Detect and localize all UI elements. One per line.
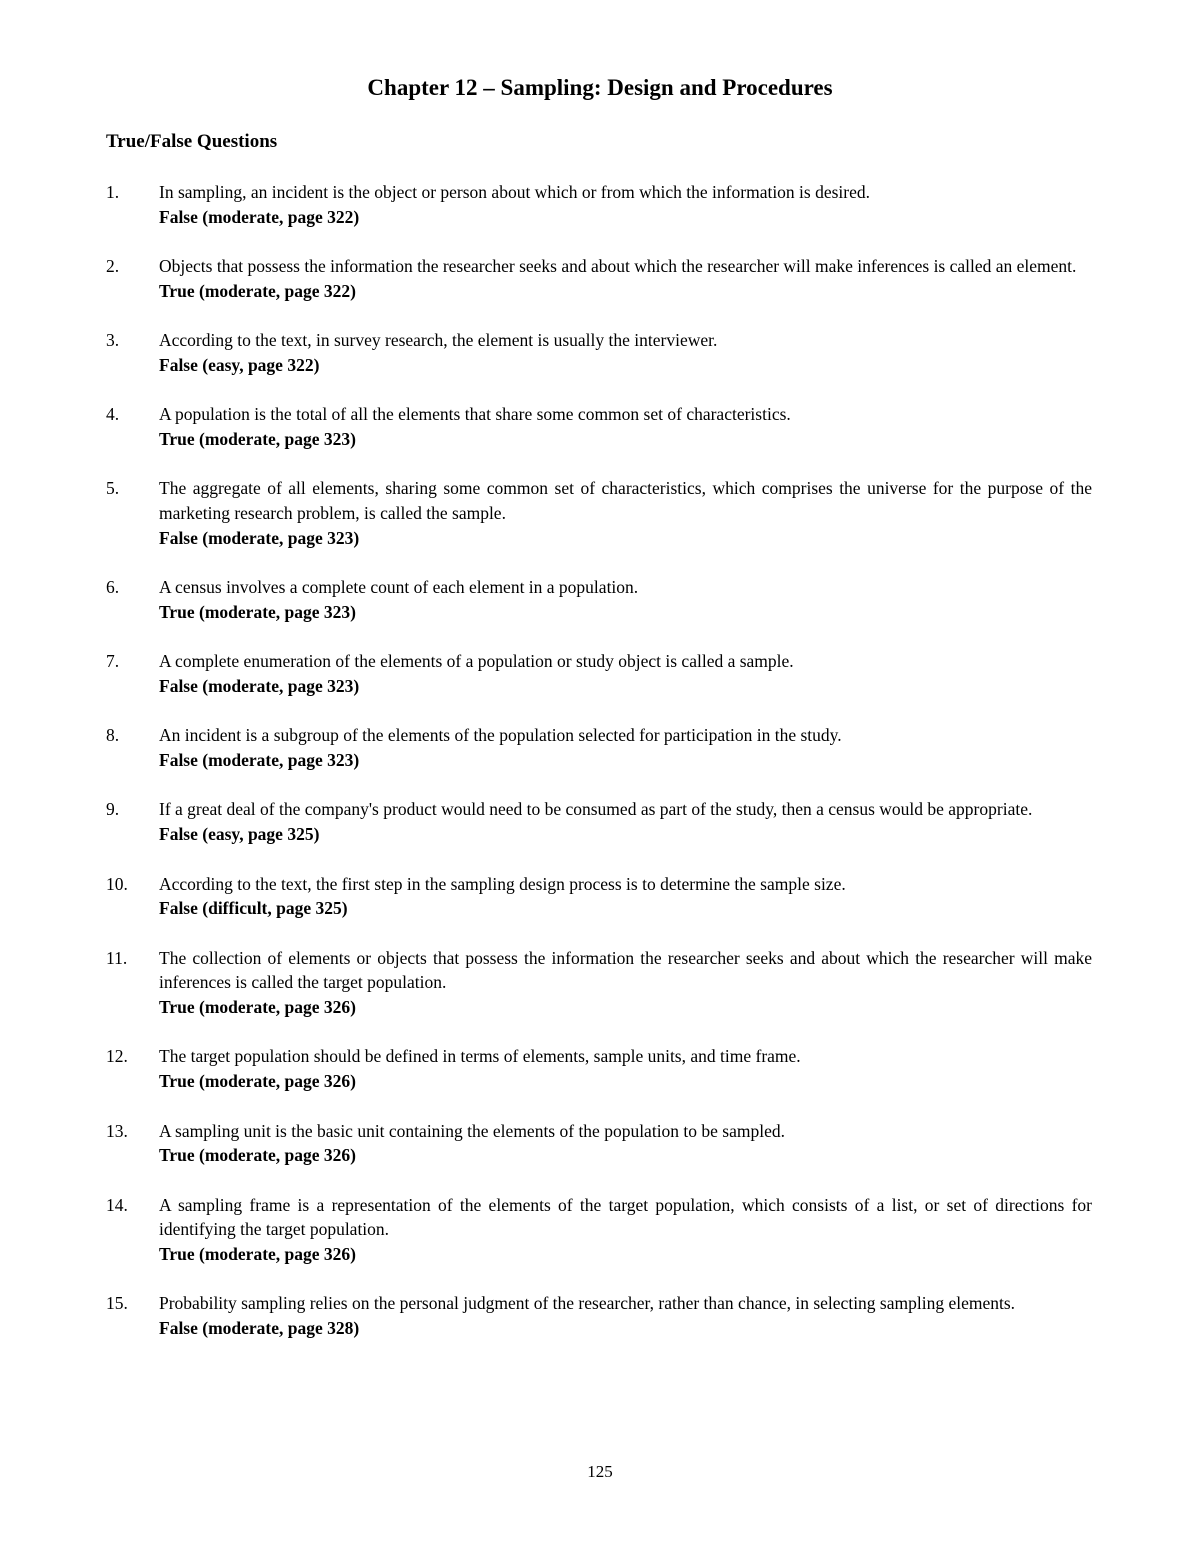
question-item [106, 723, 1092, 772]
question-text: If a great deal of the company's product would need to be consumed as part of the study, then a census would be appropriate. [159, 799, 1033, 820]
question-item [106, 649, 1092, 698]
question-answer: True (moderate, page 326) [159, 1244, 356, 1265]
question-item [106, 872, 1092, 921]
question-answer: False (difficult, page 325) [159, 898, 348, 919]
question-text: The target population should be defined in terms of elements, sample units, and time frame. [159, 1046, 801, 1067]
question-item [106, 1119, 1092, 1168]
question-text: A census involves a complete count of each element in a population. [159, 577, 639, 598]
question-text: According to the text, in survey research, the element is usually the interviewer. [159, 330, 718, 351]
question-answer: False (moderate, page 323) [159, 527, 360, 548]
question-number: 11. [106, 947, 128, 968]
question-answer: False (moderate, page 323) [159, 675, 360, 696]
question-answer: True (moderate, page 326) [159, 997, 356, 1018]
question-text: The collection of elements or objects that possess the information the researcher seeks and about which the researcher will make inferences is called the target population. [159, 947, 1092, 993]
question-item [106, 797, 1092, 846]
question-answer: True (moderate, page 326) [159, 1145, 356, 1166]
question-answer: True (moderate, page 322) [159, 280, 356, 301]
question-number: 6. [106, 577, 120, 598]
question-answer: False (easy, page 325) [159, 824, 320, 845]
question-text: A population is the total of all the elements that share some common set of characteristics. [159, 404, 791, 425]
question-text: A complete enumeration of the elements of a population or study object is called a sample. [159, 651, 794, 672]
question-item [106, 1044, 1092, 1093]
page-number: 125 [587, 1462, 613, 1481]
question-list [106, 180, 1092, 1366]
question-number: 7. [106, 651, 120, 672]
question-text: Probability sampling relies on the personal judgment of the researcher, rather than chance, in selecting sampling elements. [159, 1293, 1016, 1314]
question-number: 9. [106, 799, 120, 820]
question-number: 1. [106, 182, 120, 202]
question-item [106, 946, 1092, 1020]
question-item [106, 1193, 1092, 1267]
question-number: 12. [106, 1046, 128, 1067]
question-number: 8. [106, 725, 120, 746]
question-number: 13. [106, 1120, 128, 1141]
question-answer: True (moderate, page 326) [159, 1071, 356, 1092]
question-number: 4. [106, 404, 120, 425]
question-text: An incident is a subgroup of the elements of the population selected for participation in the study. [159, 725, 842, 746]
question-item [106, 1291, 1092, 1340]
question-number: 3. [106, 330, 120, 351]
question-number: 14. [106, 1194, 128, 1215]
question-text: In sampling, an incident is the object or person about which or from which the information is desired. [159, 182, 871, 202]
question-text: According to the text, the first step in the sampling design process is to determine the sample size. [159, 873, 846, 894]
question-text: The aggregate of all elements, sharing some common set of characteristics, which comprises the universe for the purpose of the marketing research problem, is called the sample. [159, 478, 1092, 524]
question-answer: False (moderate, page 322) [159, 206, 360, 227]
question-item [106, 575, 1092, 624]
question-text: A sampling frame is a representation of the elements of the target population, which consists of a list, or set of directions for identifying the target population. [159, 1194, 1092, 1240]
question-text: A sampling unit is the basic unit containing the elements of the population to be sampled. [159, 1120, 786, 1141]
question-item [106, 476, 1092, 550]
question-answer: True (moderate, page 323) [159, 428, 356, 449]
question-number: 10. [106, 873, 128, 894]
question-item [106, 402, 1092, 451]
question-answer: True (moderate, page 323) [159, 601, 356, 622]
question-answer: False (easy, page 322) [159, 354, 320, 375]
section-heading: True/False Questions [106, 131, 278, 152]
question-item [106, 180, 1092, 229]
question-item [106, 328, 1092, 377]
question-item [106, 254, 1092, 303]
question-text: Objects that possess the information the researcher seeks and about which the researcher will make inferences is called an element. [159, 256, 1077, 277]
question-number: 5. [106, 478, 120, 499]
question-number: 2. [106, 256, 120, 277]
question-number: 15. [106, 1293, 128, 1314]
page-title: Chapter 12 – Sampling: Design and Procedures [367, 75, 833, 100]
question-answer: False (moderate, page 328) [159, 1318, 360, 1339]
question-answer: False (moderate, page 323) [159, 750, 360, 771]
